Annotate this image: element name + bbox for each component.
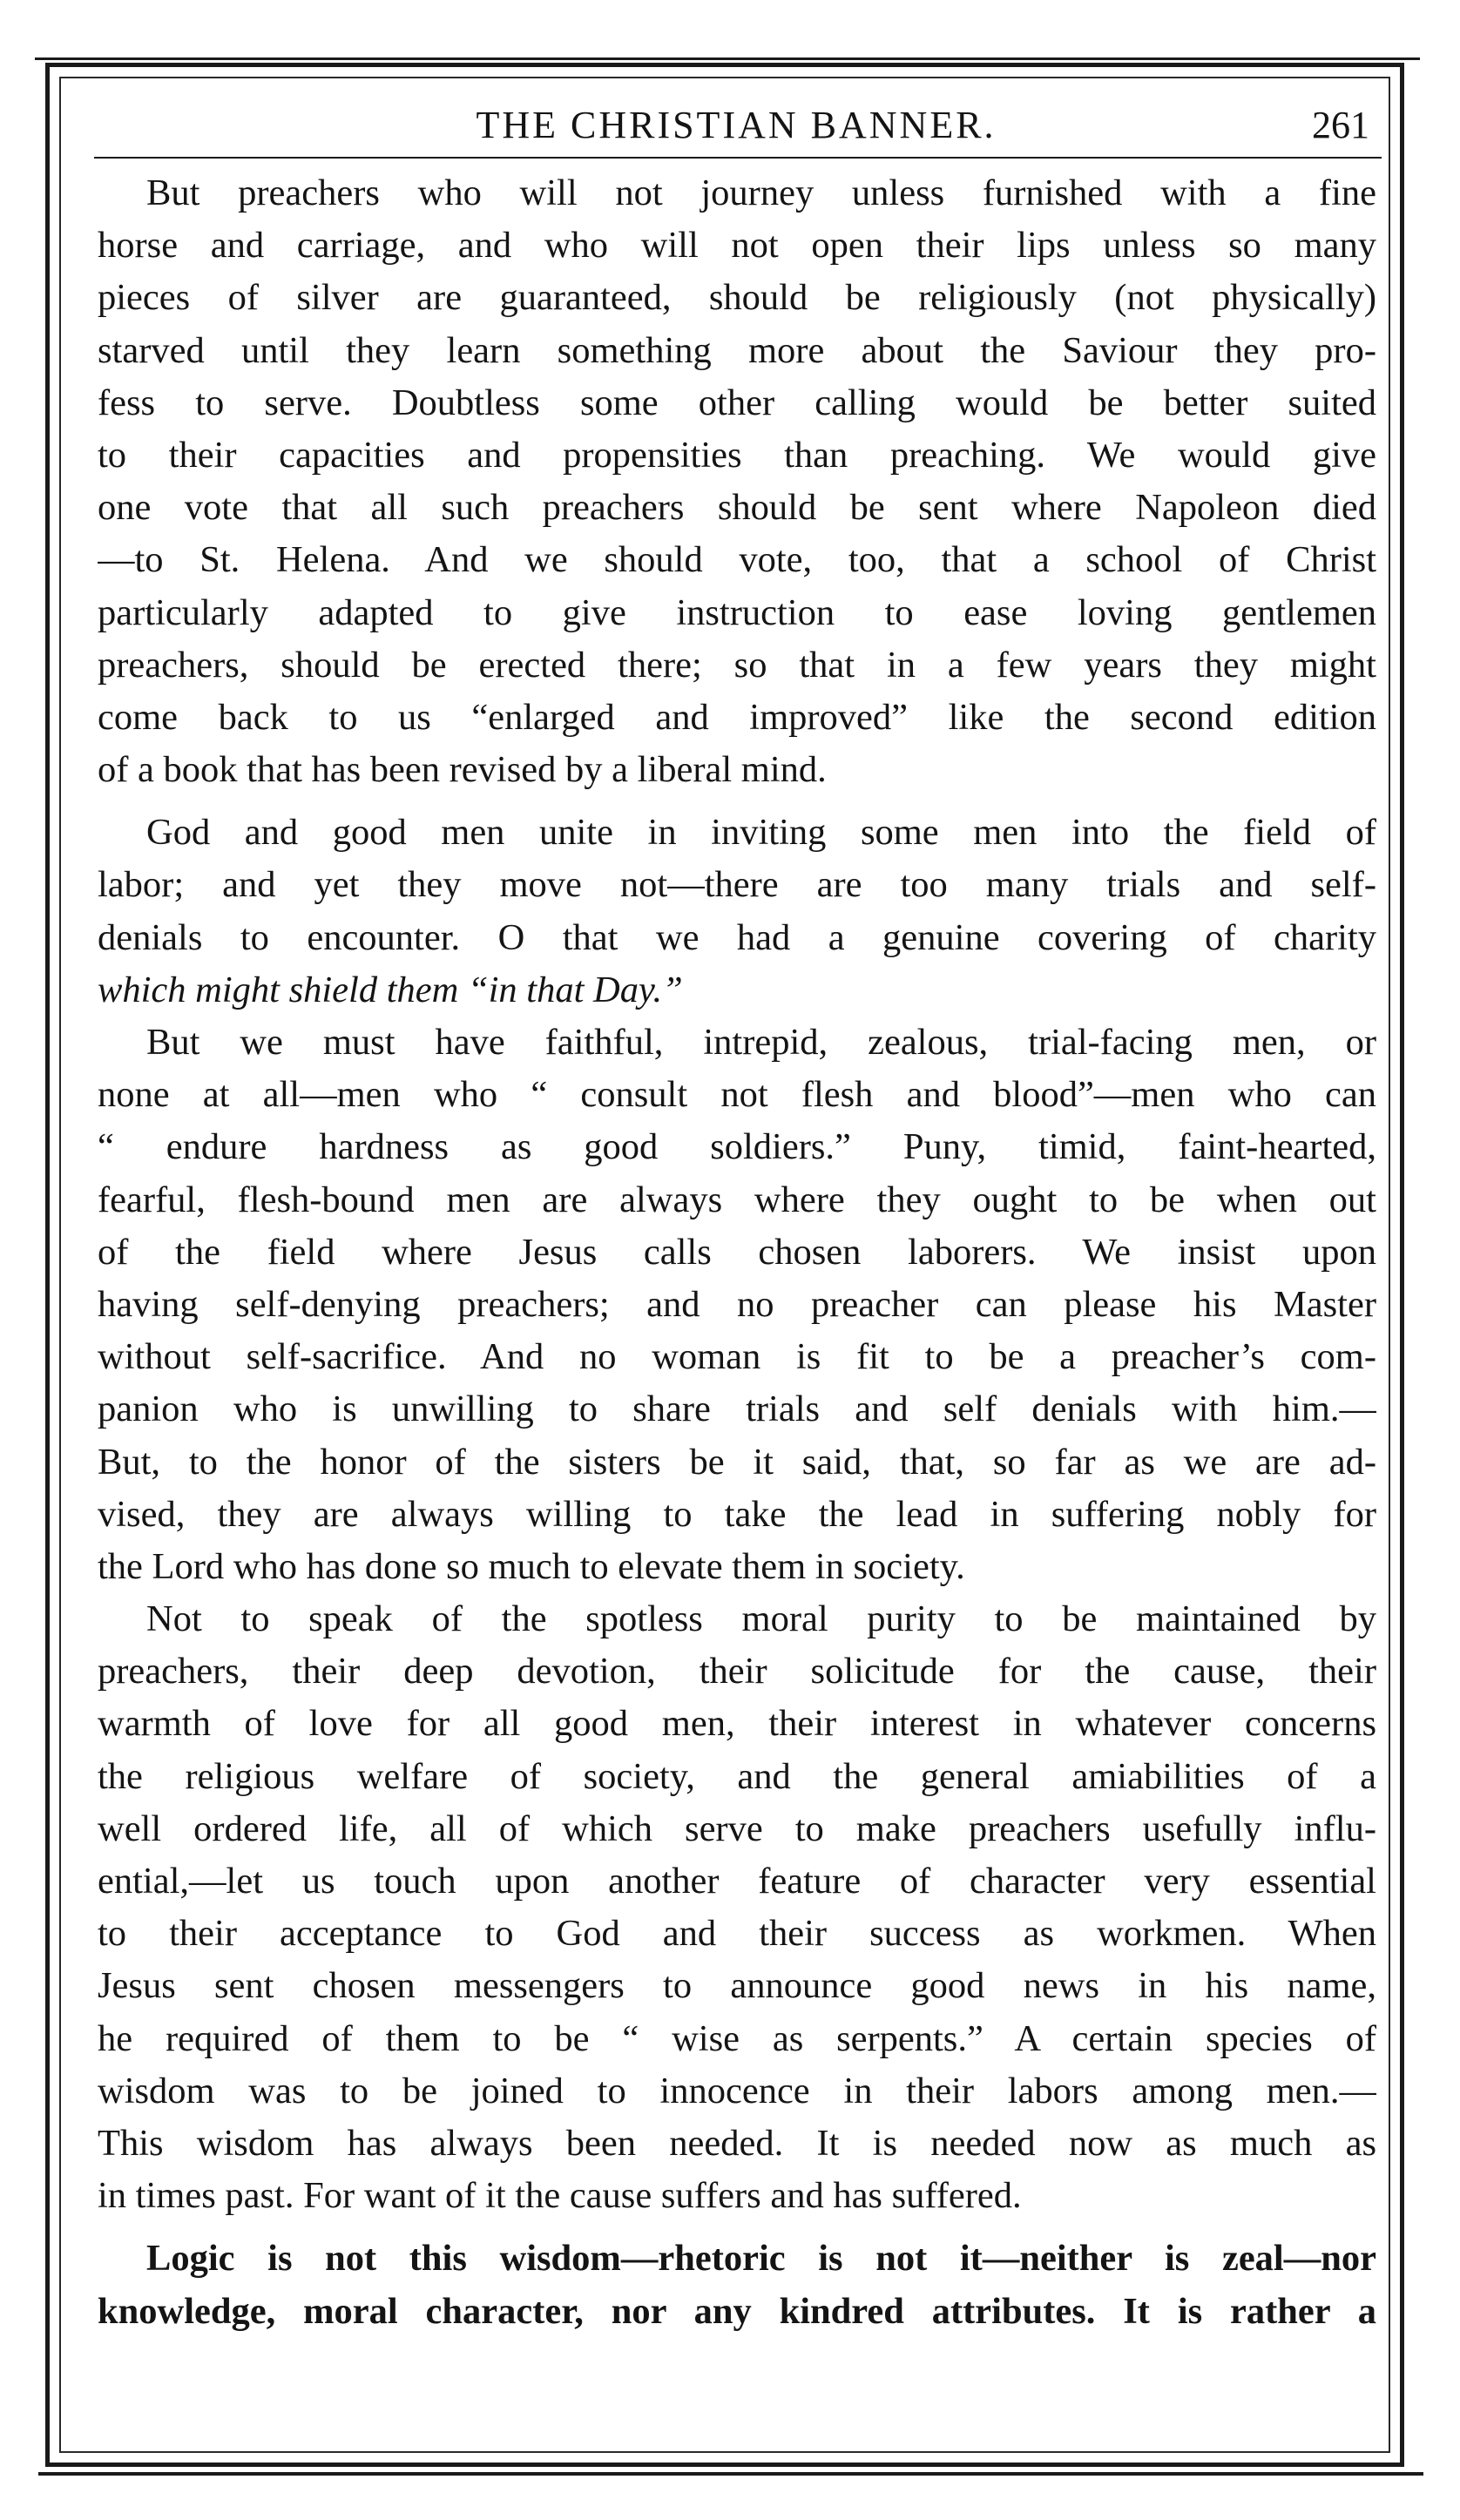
text-line: having self-denying preachers; and no preacher can please his Master <box>98 1283 1376 1325</box>
paragraph-3 <box>98 1017 1376 1593</box>
text-line: Logic is not this wisdom—rhetoric is not it—neither is zeal—nor <box>146 2238 1376 2280</box>
text-line: warmth of love for all good men, their interest in whatever concerns <box>98 1703 1376 1745</box>
text-line: —to St. Helena. And we should vote, too, that a school of Christ <box>98 539 1376 581</box>
text-line: vised, they are always willing to take the lead in suffering nobly for <box>98 1493 1376 1535</box>
text-line: which might shield them “in that Day.” <box>98 969 683 1010</box>
text-line: God and good men unite in inviting some men into the field of <box>146 812 1376 854</box>
text-line: panion who is unwilling to share trials and self denials with him.— <box>98 1388 1376 1430</box>
paragraph-1 <box>98 167 1376 796</box>
article-body <box>98 167 1376 2338</box>
text-line: Not to speak of the spotless moral purity to be maintained by <box>146 1598 1376 1640</box>
text-line: preachers, should be erected there; so that in a few years they might <box>98 644 1376 686</box>
text-line: wisdom was to be joined to innocence in their labors among men.— <box>98 2070 1376 2111</box>
text-line: Jesus sent chosen messengers to announce good news in his name, <box>98 1965 1376 2007</box>
text-line: to their capacities and propensities than preaching. We would give <box>98 434 1376 476</box>
text-line: the religious welfare of society, and the general amiabilities of a <box>98 1755 1376 1797</box>
text-line: fess to serve. Doubtless some other calling would be better suited <box>98 382 1376 423</box>
text-line: one vote that all such preachers should be sent where Napoleon died <box>98 487 1376 529</box>
text-line: fearful, flesh-bound men are always where they ought to be when out <box>98 1179 1376 1220</box>
paragraph-2 <box>98 807 1376 1017</box>
text-line: none at all—men who “ consult not flesh and blood”—men who can <box>98 1074 1376 1116</box>
header-rule <box>94 157 1382 159</box>
text-line: pieces of silver are guaranteed, should be religiously (not physically) <box>98 277 1376 319</box>
text-line: of a book that has been revised by a liberal mind. <box>98 749 827 791</box>
text-line: the Lord who has done so much to elevate them in society. <box>98 1545 965 1587</box>
text-line: But, to the honor of the sisters be it said, that, so far as we are ad- <box>98 1441 1376 1483</box>
text-line: labor; and yet they move not—there are too many trials and self- <box>98 864 1376 906</box>
text-line: well ordered life, all of which serve to make preachers usefully influ- <box>98 1807 1376 1849</box>
top-border-rule <box>35 57 1420 60</box>
publication-title: THE CHRISTIAN BANNER. <box>476 104 997 146</box>
text-line: preachers, their deep devotion, their solicitude for the cause, their <box>98 1651 1376 1692</box>
text-line: “ endure hardness as good soldiers.” Puny, timid, faint-hearted, <box>98 1126 1376 1168</box>
text-line: particularly adapted to give instruction to ease loving gentlemen <box>98 591 1376 633</box>
text-line: knowledge, moral character, nor any kindred attributes. It is rather a <box>98 2290 1376 2332</box>
text-line: without self-sacrifice. And no woman is fit to be a preacher’s com- <box>98 1336 1376 1378</box>
text-line: But preachers who will not journey unless furnished with a fine <box>146 172 1376 213</box>
text-line: of the field where Jesus calls chosen laborers. We insist upon <box>98 1231 1376 1273</box>
text-line: to their acceptance to God and their success as workmen. When <box>98 1913 1376 1955</box>
page-number: 261 <box>1312 104 1369 146</box>
text-line: But we must have faithful, intrepid, zealous, trial-facing men, or <box>146 1022 1376 1063</box>
bottom-border-rule <box>38 2472 1423 2476</box>
text-line: he required of them to be “ wise as serpents.” A certain species of <box>98 2017 1376 2059</box>
text-line: come back to us “enlarged and improved” like the second edition <box>98 696 1376 738</box>
paragraph-4 <box>98 1593 1376 2222</box>
text-line: in times past. For want of it the cause suffers and has suffered. <box>98 2175 1022 2217</box>
paragraph-5 <box>98 2233 1376 2337</box>
text-line: This wisdom has always been needed. It is needed now as much as <box>98 2122 1376 2164</box>
running-header <box>96 98 1376 159</box>
text-line: denials to encounter. O that we had a genuine covering of charity <box>98 916 1376 958</box>
text-line: ential,—let us touch upon another feature of character very essential <box>98 1861 1376 1902</box>
text-line: horse and carriage, and who will not open their lips unless so many <box>98 225 1376 267</box>
text-line: starved until they learn something more about the Saviour they pro- <box>98 329 1376 371</box>
